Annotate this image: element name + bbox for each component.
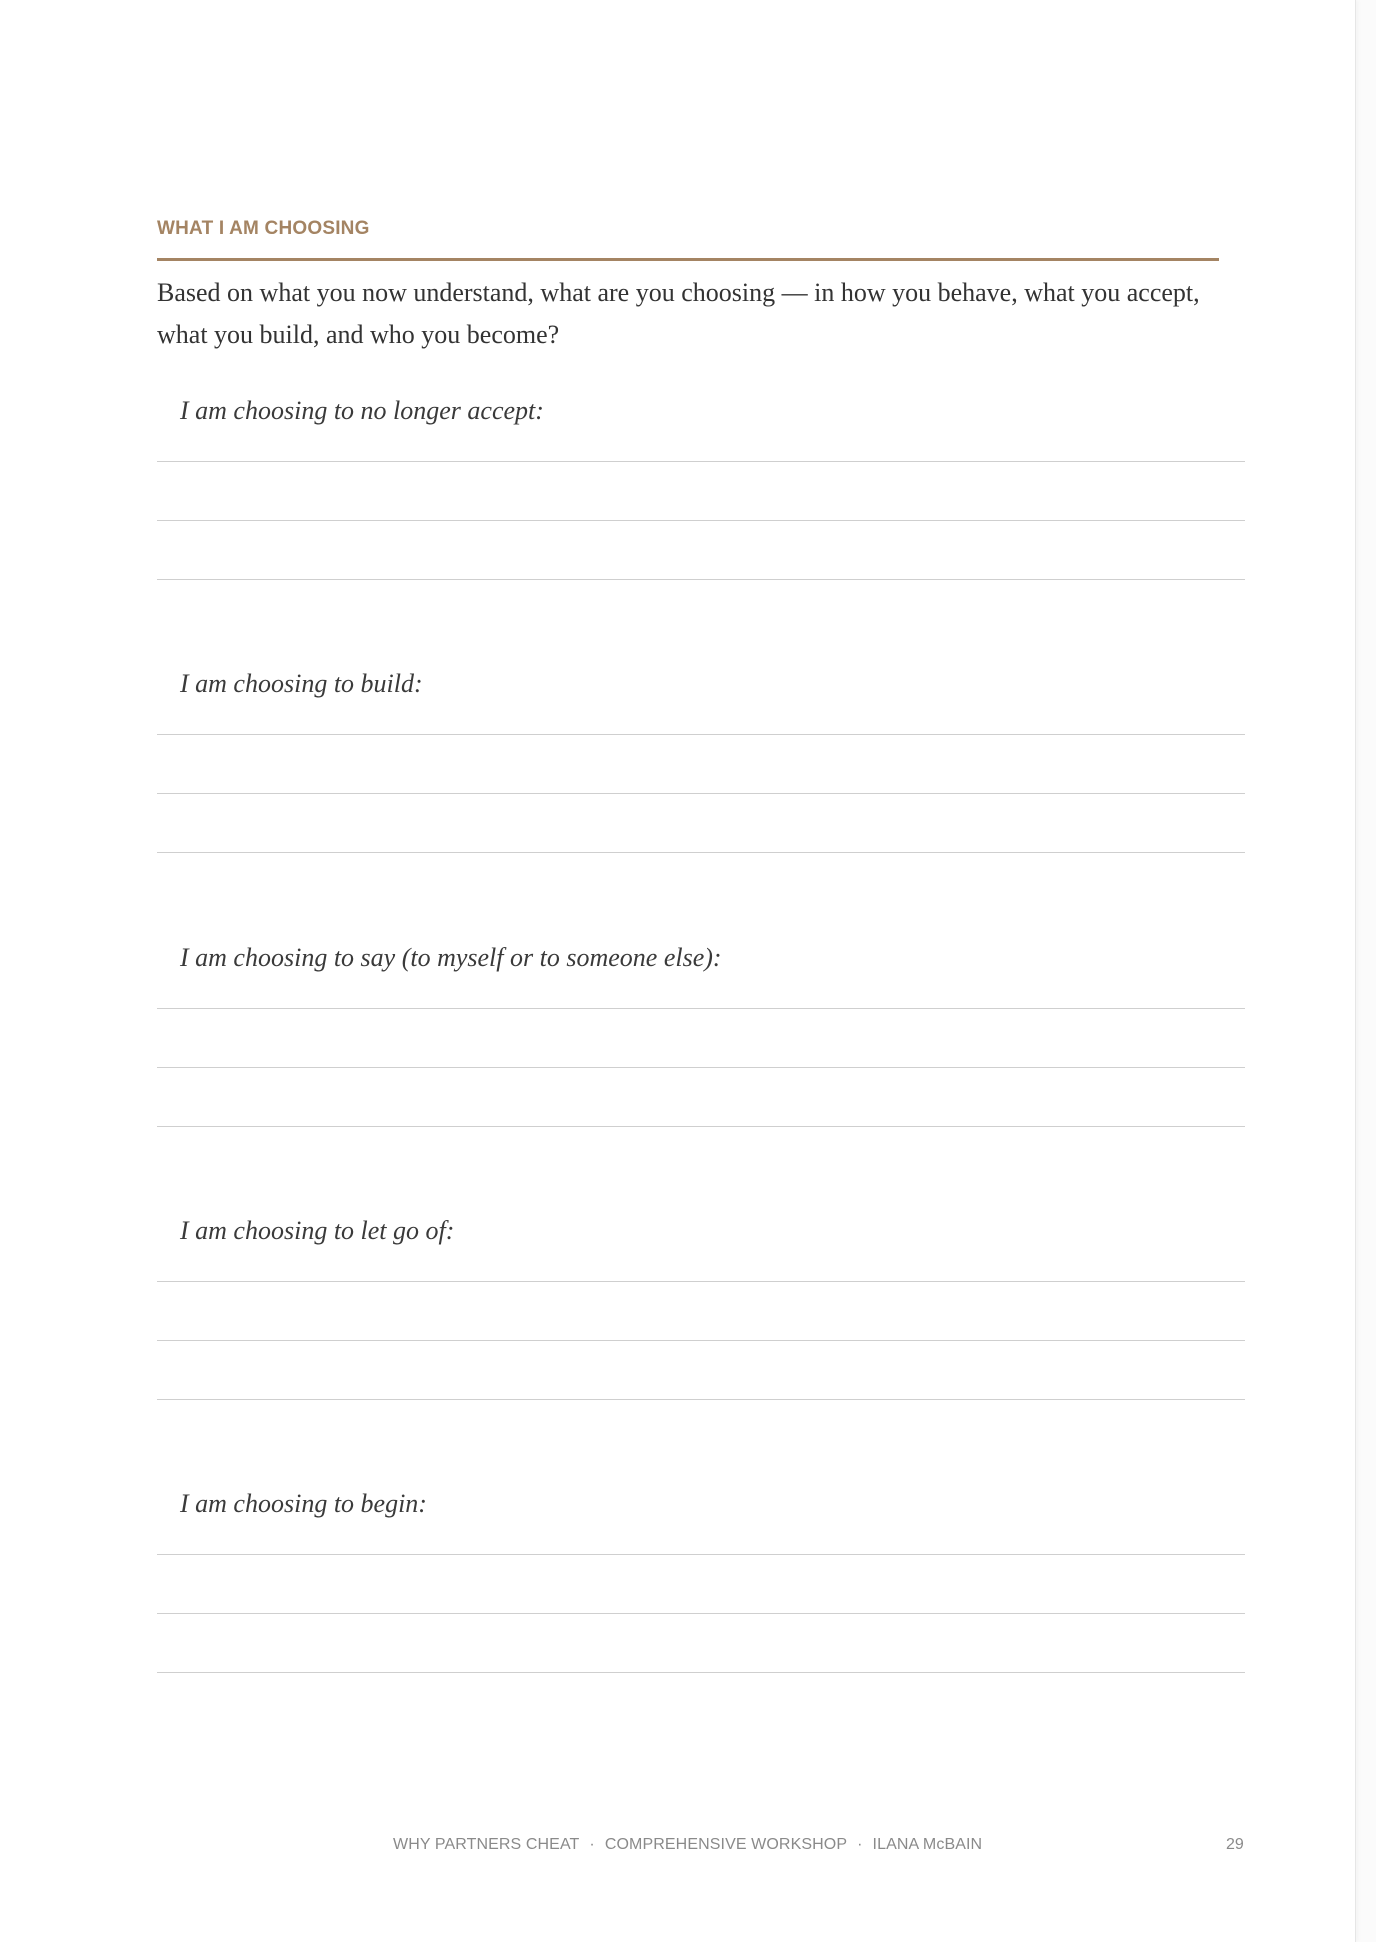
section-intro: Based on what you now understand, what are you choosing — in how you behave, what you accept, what you build, and who you become? bbox=[157, 278, 1200, 349]
prompt-label: I am choosing to begin: bbox=[180, 1489, 427, 1518]
footer-separator: · bbox=[589, 1836, 595, 1853]
footer-separator: · bbox=[857, 1836, 863, 1853]
footer-workshop-label: COMPREHENSIVE WORKSHOP bbox=[604, 1836, 848, 1853]
prompt-label: I am choosing to no longer accept: bbox=[180, 396, 544, 425]
writing-line[interactable] bbox=[157, 1613, 1245, 1614]
prompt-label: I am choosing to let go of: bbox=[180, 1216, 455, 1245]
prompt-no-longer-accept bbox=[157, 395, 1245, 615]
prompt-label: I am choosing to say (to myself or to someone else): bbox=[180, 943, 722, 972]
writing-line[interactable] bbox=[157, 734, 1245, 735]
writing-line[interactable] bbox=[157, 852, 1245, 853]
prompt-begin bbox=[157, 1488, 1245, 1708]
prompt-say bbox=[157, 942, 1245, 1162]
page-number: 29 bbox=[1226, 1836, 1244, 1853]
writing-line[interactable] bbox=[157, 461, 1245, 462]
footer-running-title bbox=[393, 1836, 982, 1854]
page-footer bbox=[0, 1836, 1376, 1860]
writing-line[interactable] bbox=[157, 1554, 1245, 1555]
writing-line[interactable] bbox=[157, 579, 1245, 580]
prompt-label: I am choosing to build: bbox=[180, 669, 423, 698]
writing-line[interactable] bbox=[157, 1126, 1245, 1127]
writing-line[interactable] bbox=[157, 1281, 1245, 1282]
writing-line[interactable] bbox=[157, 1008, 1245, 1009]
writing-line[interactable] bbox=[157, 793, 1245, 794]
writing-line[interactable] bbox=[157, 520, 1245, 521]
prompt-let-go-of bbox=[157, 1215, 1245, 1435]
writing-line[interactable] bbox=[157, 1067, 1245, 1068]
footer-author: ILANA McBAIN bbox=[872, 1836, 983, 1853]
prompt-build bbox=[157, 668, 1245, 888]
footer-book-title: WHY PARTNERS CHEAT bbox=[393, 1836, 580, 1853]
writing-line[interactable] bbox=[157, 1672, 1245, 1673]
writing-line[interactable] bbox=[157, 1340, 1245, 1341]
section-heading: WHAT I AM CHOOSING bbox=[157, 218, 370, 239]
heading-divider bbox=[157, 258, 1219, 261]
writing-line[interactable] bbox=[157, 1399, 1245, 1400]
